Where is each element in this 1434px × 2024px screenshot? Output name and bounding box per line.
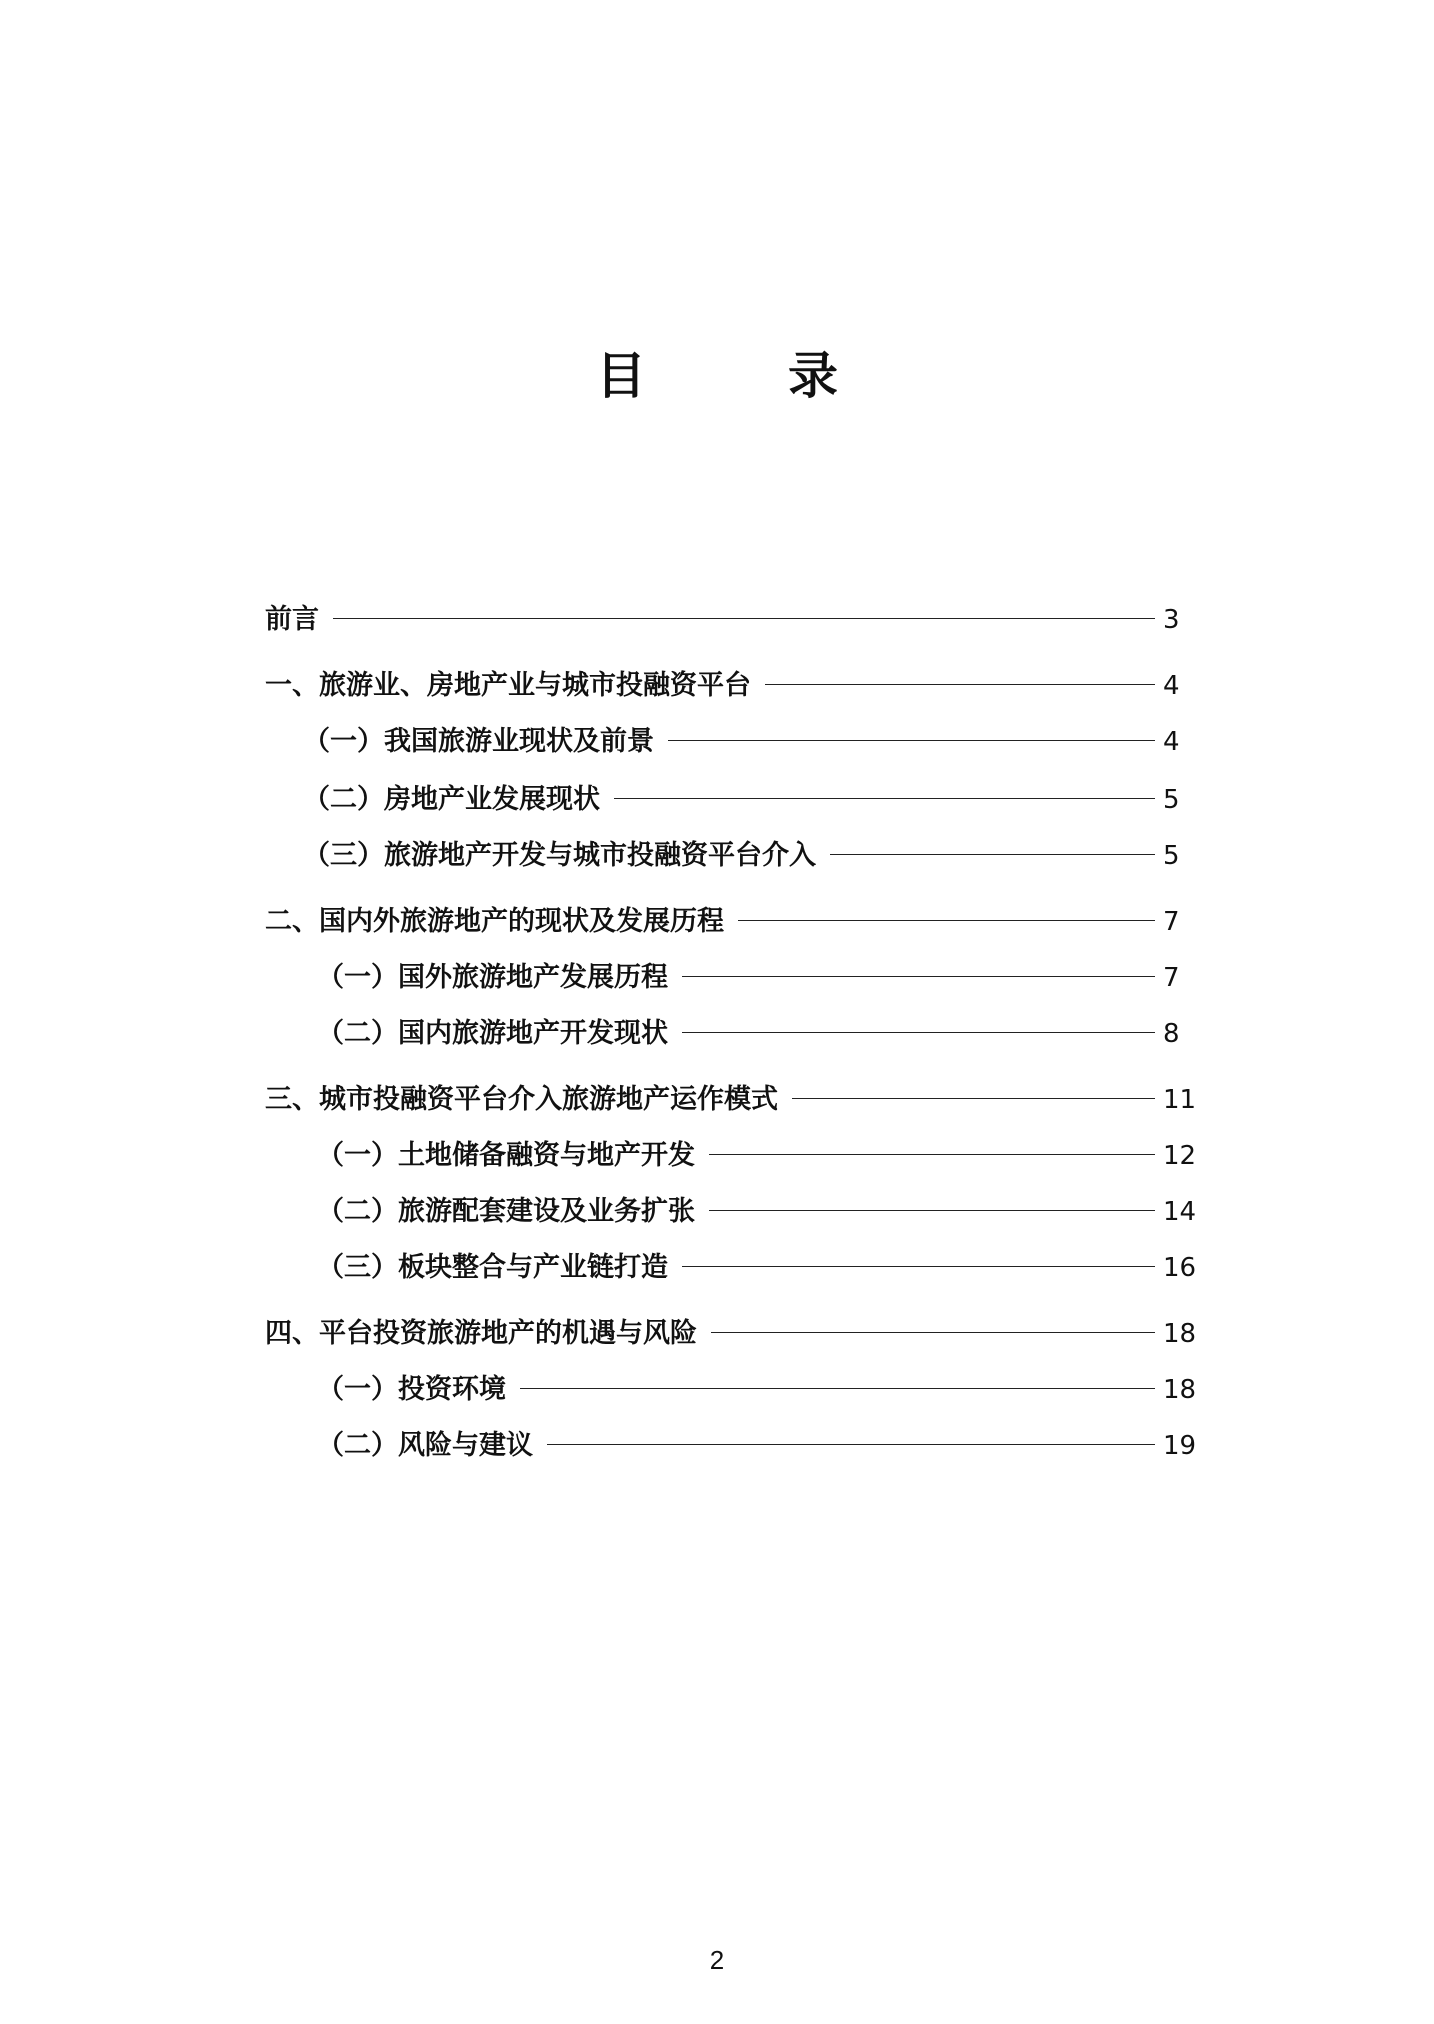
toc-leader-line	[668, 740, 1155, 741]
toc-entry-page-number: 8	[1163, 1019, 1180, 1049]
toc-entry-label: 二、国内外旅游地产的现状及发展历程	[265, 906, 724, 937]
toc-entry[interactable]	[265, 1014, 1195, 1054]
title-char-1: 目	[596, 347, 646, 405]
toc-leader-line	[738, 920, 1155, 921]
toc-leader-line	[682, 1032, 1155, 1033]
toc-leader-line	[333, 618, 1155, 619]
toc-entry-page-number: 7	[1163, 907, 1180, 937]
toc-entry[interactable]	[265, 836, 1195, 876]
toc-entry[interactable]	[265, 1426, 1195, 1466]
toc-leader-line	[682, 1266, 1155, 1267]
toc-entry-page-number: 11	[1163, 1085, 1197, 1115]
toc-entry-label: 四、平台投资旅游地产的机遇与风险	[265, 1318, 697, 1349]
toc-entry[interactable]	[265, 666, 1195, 706]
toc-leader-line	[711, 1332, 1155, 1333]
toc-leader-line	[709, 1210, 1155, 1211]
toc-leader-line	[765, 684, 1155, 685]
toc-entry-page-number: 5	[1163, 841, 1180, 871]
toc-entry-page-number: 18	[1163, 1375, 1197, 1405]
toc-entry[interactable]	[265, 902, 1195, 942]
toc-entry[interactable]	[265, 600, 1195, 640]
toc-entry[interactable]	[265, 958, 1195, 998]
page-number: 2	[709, 1945, 725, 1975]
toc-entry-label: （一）我国旅游业现状及前景	[303, 726, 654, 757]
toc-entry[interactable]	[265, 1248, 1195, 1288]
toc-entry-label: 三、城市投融资平台介入旅游地产运作模式	[265, 1084, 778, 1115]
toc-entry-label: （二）房地产业发展现状	[303, 784, 600, 815]
toc-entry-page-number: 5	[1163, 785, 1180, 815]
toc-entry[interactable]	[265, 722, 1195, 762]
toc-entry-label: 一、旅游业、房地产业与城市投融资平台	[265, 670, 751, 701]
toc-leader-line	[792, 1098, 1155, 1099]
page-title	[0, 336, 1434, 408]
toc-leader-line	[614, 798, 1155, 799]
toc-entry-label: （二）国内旅游地产开发现状	[317, 1018, 668, 1049]
toc-entry[interactable]	[265, 780, 1195, 820]
toc-entry-label: （一）国外旅游地产发展历程	[317, 962, 668, 993]
toc-leader-line	[682, 976, 1155, 977]
toc-entry-page-number: 7	[1163, 963, 1180, 993]
toc-entry-label: 前言	[265, 604, 319, 635]
toc-entry-label: （三）板块整合与产业链打造	[317, 1252, 668, 1283]
toc-entry-page-number: 19	[1163, 1431, 1197, 1461]
toc-entry-page-number: 4	[1163, 727, 1180, 757]
toc-entry-label: （二）风险与建议	[317, 1430, 533, 1461]
toc-leader-line	[520, 1388, 1155, 1389]
toc-entry-label: （一）土地储备融资与地产开发	[317, 1140, 695, 1171]
toc-entry[interactable]	[265, 1192, 1195, 1232]
toc-leader-line	[830, 854, 1155, 855]
toc-entry-label: （三）旅游地产开发与城市投融资平台介入	[303, 840, 816, 871]
toc-entry-label: （一）投资环境	[317, 1374, 506, 1405]
toc-entry-page-number: 12	[1163, 1141, 1197, 1171]
toc-leader-line	[709, 1154, 1155, 1155]
toc-entry-page-number: 18	[1163, 1319, 1197, 1349]
toc-entry-page-number: 14	[1163, 1197, 1197, 1227]
toc-entry[interactable]	[265, 1136, 1195, 1176]
toc-entry-page-number: 3	[1163, 605, 1180, 635]
toc-entry[interactable]	[265, 1314, 1195, 1354]
toc-entry-page-number: 16	[1163, 1253, 1197, 1283]
toc-leader-line	[547, 1444, 1155, 1445]
toc-entry-label: （二）旅游配套建设及业务扩张	[317, 1196, 695, 1227]
title-char-2: 录	[788, 347, 838, 405]
toc-entry[interactable]	[265, 1080, 1195, 1120]
toc-entry-page-number: 4	[1163, 671, 1180, 701]
toc-entry[interactable]	[265, 1370, 1195, 1410]
